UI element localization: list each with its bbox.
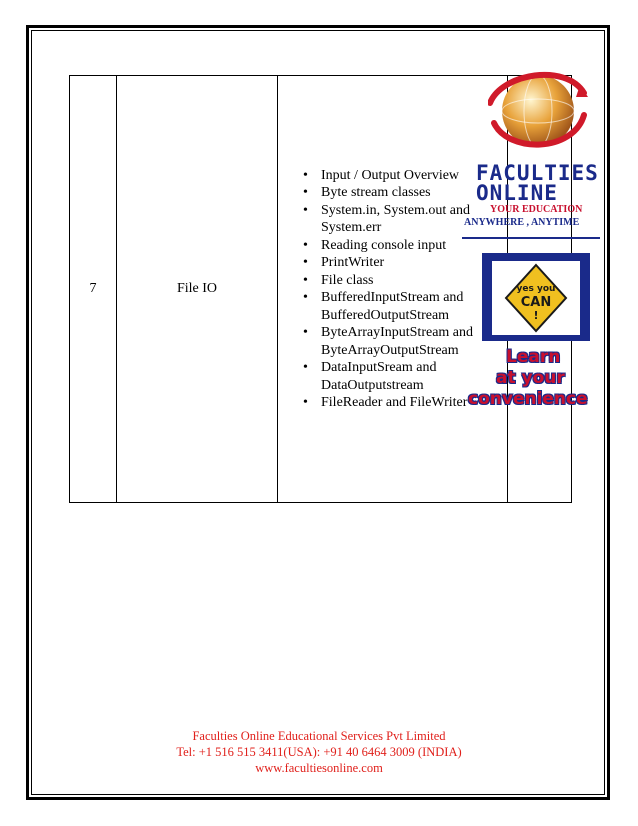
learn-text-1: Learn [506,347,561,367]
subtopic-line: • ByteArrayInputStream and [321,325,474,340]
footer-phone: Tel: +1 516 515 3411(USA): +91 40 6464 3009 (INDIA) [176,745,462,759]
subtopic-line: • Reading console input [321,237,447,253]
subtopic-line: • FileReader and FileWriter [321,395,468,410]
footer-website: www.facultiesonline.com [255,761,383,775]
row-number: 7 [89,281,97,296]
logo-word-online: ONLINE [476,181,558,205]
yes-you-can-sign-icon [504,261,568,335]
logo-tagline-2: ANYWHERE , ANYTIME [464,217,580,228]
subtopic-line: • Byte stream classes [321,185,431,200]
globe-icon [488,63,588,161]
subtopic-line: • System.in, System.out and [321,202,470,218]
row-number-cell [70,76,117,503]
subtopic-line: • File class [321,272,374,288]
subtopic-line: ByteArrayOutputStream [321,342,459,358]
subtopic-line: • DataInputSream and [321,360,437,375]
topic-title: File IO [176,281,218,296]
learn-text-2: at your [496,368,565,388]
logo-divider [462,237,600,239]
footer-company: Faculties Online Educational Services Pvt Limited [192,729,446,743]
learn-text-3: convenience [468,389,588,409]
sign-small-text: yes you [516,284,556,294]
sign-big-text: CAN [520,295,552,310]
subtopic-line: DataOutputstream [321,377,424,393]
subtopic-line: • BufferedInputStream and [321,290,464,305]
subtopic-line: • Input / Output Overview [321,167,460,183]
logo-word-faculties: FACULTIES [476,161,599,185]
footer [0,728,638,776]
subtopic-line: BufferedOutputStream [321,307,450,323]
topic-cell [117,76,278,503]
subtopic-line: • PrintWriter [321,255,385,270]
subtopic-line: System.err [321,220,382,235]
logo-tagline-1: YOUR EDUCATION [490,204,583,215]
faculties-online-logo [460,55,600,425]
sign-mark-text: ! [533,309,539,322]
